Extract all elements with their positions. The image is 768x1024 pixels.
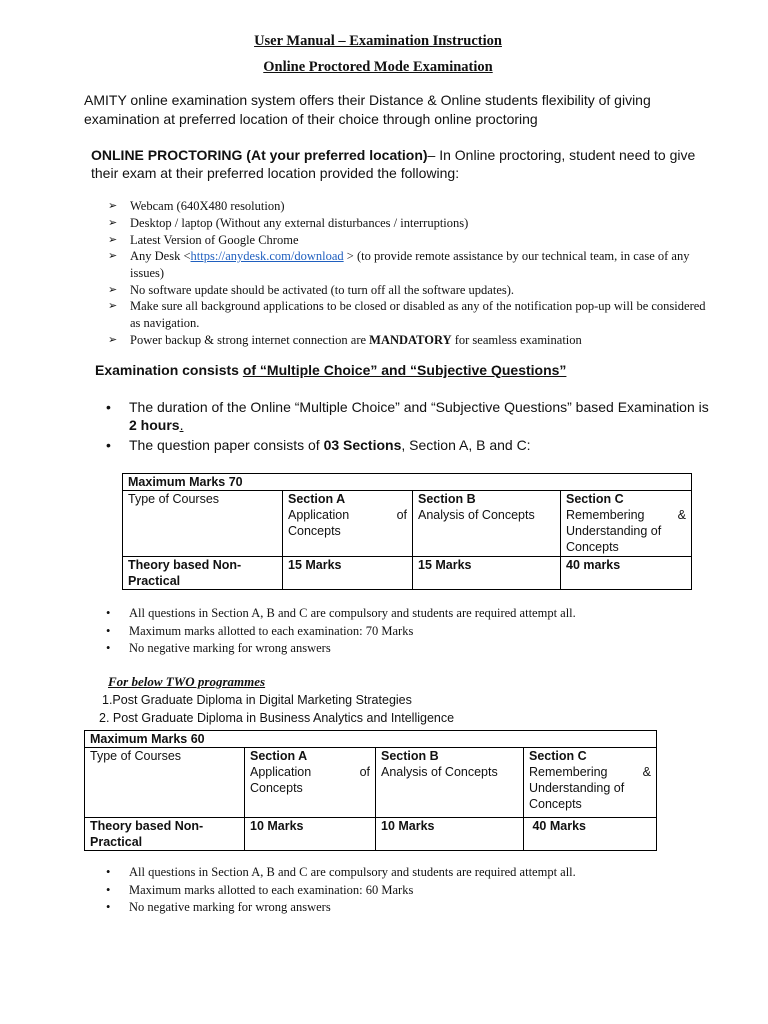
list-item: • The duration of the Online “Multiple Choice” and “Subjective Questions” based Examination is 2 hours. bbox=[106, 399, 709, 433]
requirement-item: ➢ Power backup & strong internet connection are MANDATORY for seamless examination bbox=[108, 332, 582, 347]
notes-list-60 bbox=[106, 864, 736, 917]
section-a-header: Section A Application of Concepts bbox=[283, 491, 413, 557]
arrow-bullet-icon: ➢ bbox=[108, 250, 118, 263]
list-item: • Maximum marks allotted to each examination: 60 Marks bbox=[106, 882, 736, 900]
dot-bullet-icon: • bbox=[106, 882, 111, 897]
arrow-bullet-icon: ➢ bbox=[108, 333, 118, 346]
programmes-heading: For below TWO programmes bbox=[108, 674, 266, 689]
exam-heading: Examination consists of “Multiple Choice” and “Subjective Questions” bbox=[95, 362, 567, 378]
document-subtitle: Online Proctored Mode Examination bbox=[263, 59, 493, 75]
type-of-courses-header: Type of Courses bbox=[123, 491, 283, 557]
dot-bullet-icon: • bbox=[106, 641, 111, 655]
marks-section-c: 40 marks bbox=[561, 557, 692, 590]
section-a-header: Section A Application of Concepts bbox=[245, 748, 376, 818]
requirements-list bbox=[108, 198, 708, 349]
requirement-item: ➢ Desktop / laptop (Without any external disturbances / interruptions) bbox=[108, 215, 469, 230]
requirement-item: ➢ Latest Version of Google Chrome bbox=[108, 232, 299, 247]
section-b-header: Section B Analysis of Concepts bbox=[413, 491, 561, 557]
requirement-item: ➢ No software update should be activated (to turn off all the software updates). bbox=[108, 282, 515, 297]
proctoring-paragraph bbox=[91, 146, 721, 182]
dot-bullet-icon: • bbox=[106, 623, 111, 638]
dot-bullet-icon: • bbox=[106, 606, 111, 620]
marks-table-60 bbox=[84, 730, 657, 851]
table-row-label: Theory based Non-Practical bbox=[85, 818, 245, 851]
proctoring-text: – In Online proctoring, student need to give their exam at their preferred location provided the following: bbox=[91, 147, 696, 181]
anydesk-download-link[interactable]: https://anydesk.com/download bbox=[190, 249, 344, 264]
list-item: • All questions in Section A, B and C are compulsory and students are required attempt all. bbox=[106, 864, 736, 882]
list-item: • No negative marking for wrong answers bbox=[106, 899, 736, 917]
arrow-bullet-icon: ➢ bbox=[108, 200, 118, 212]
marks-table-70 bbox=[122, 473, 692, 590]
arrow-bullet-icon: ➢ bbox=[108, 283, 118, 296]
type-of-courses-header: Type of Courses bbox=[85, 748, 245, 818]
arrow-bullet-icon: ➢ bbox=[108, 216, 118, 229]
list-item: • Maximum marks allotted to each examination: 70 Marks bbox=[106, 623, 736, 641]
arrow-bullet-icon: ➢ bbox=[108, 300, 118, 313]
list-item: • The question paper consists of 03 Sections, Section A, B and C: bbox=[106, 437, 531, 453]
document-title: User Manual – Examination Instruction bbox=[254, 33, 502, 49]
dot-bullet-icon: • bbox=[106, 399, 111, 415]
table-max-marks: Maximum Marks 70 bbox=[123, 474, 692, 491]
intro-paragraph: AMITY online examination system offers their Distance & Online students flexibility of giving examination at preferred location of their choice through online proctoring bbox=[84, 92, 651, 127]
list-item: • All questions in Section A, B and C are compulsory and students are required attempt all. bbox=[106, 605, 736, 623]
section-b-header: Section B Analysis of Concepts bbox=[376, 748, 524, 818]
requirement-item: ➢ Make sure all background applications to be closed or disabled as any of the notification pop-up will be considered as navigation. bbox=[108, 299, 706, 330]
proctoring-label: ONLINE PROCTORING (At your preferred location) bbox=[91, 147, 428, 163]
dot-bullet-icon: • bbox=[106, 437, 111, 453]
dot-bullet-icon: • bbox=[106, 865, 111, 879]
table-max-marks: Maximum Marks 60 bbox=[85, 731, 657, 748]
marks-section-b: 10 Marks bbox=[376, 818, 524, 851]
marks-section-c: 40 Marks bbox=[524, 818, 657, 851]
programme-item: 2. Post Graduate Diploma in Business Analytics and Intelligence bbox=[99, 711, 455, 725]
notes-list-70 bbox=[106, 605, 736, 658]
programme-list bbox=[99, 691, 455, 727]
marks-section-a: 15 Marks bbox=[283, 557, 413, 590]
arrow-bullet-icon: ➢ bbox=[108, 233, 118, 246]
section-c-header: Section C Remembering & Understanding of Concepts bbox=[524, 748, 657, 818]
list-item: • No negative marking for wrong answers bbox=[106, 640, 736, 658]
programme-item: 1.Post Graduate Diploma in Digital Marketing Strategies bbox=[102, 693, 412, 707]
requirement-item: ➢ Any Desk <https://anydesk.com/download > (to provide remote assistance by our technical team, in case of any issues) bbox=[108, 249, 690, 280]
marks-section-b: 15 Marks bbox=[413, 557, 561, 590]
section-c-header: Section C Remembering & Understanding of Concepts bbox=[561, 491, 692, 557]
marks-section-a: 10 Marks bbox=[245, 818, 376, 851]
exam-details-list bbox=[106, 398, 718, 454]
dot-bullet-icon: • bbox=[106, 900, 111, 914]
table-row-label: Theory based Non-Practical bbox=[123, 557, 283, 590]
requirement-item: ➢ Webcam (640X480 resolution) bbox=[108, 199, 285, 213]
